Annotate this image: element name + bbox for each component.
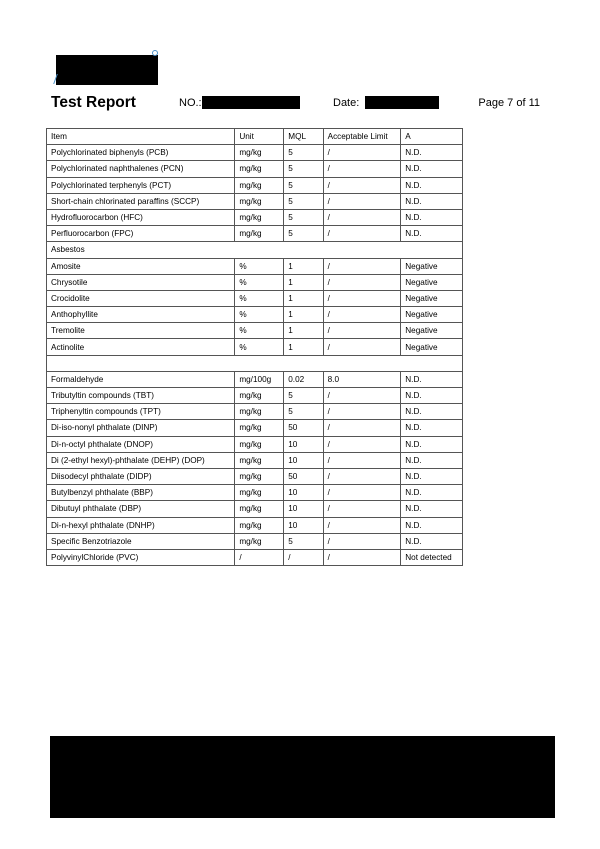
table-header-row — [47, 129, 463, 145]
cell-limit: / — [323, 485, 401, 501]
cell-mql: 50 — [284, 420, 323, 436]
cell-limit: / — [323, 209, 401, 225]
cell-result: Negative — [401, 258, 463, 274]
cell-result: N.D. — [401, 193, 463, 209]
table-section-row — [47, 242, 463, 258]
cell-result: N.D. — [401, 371, 463, 387]
cell-mql: 1 — [284, 258, 323, 274]
cell-item: Polychlorinated terphenyls (PCT) — [47, 177, 235, 193]
cell-item: Polychlorinated naphthalenes (PCN) — [47, 161, 235, 177]
table-row — [47, 274, 463, 290]
cell-result: N.D. — [401, 388, 463, 404]
cell-result: Negative — [401, 290, 463, 306]
report-header — [51, 94, 551, 114]
cell-item: Tributyltin compounds (TBT) — [47, 388, 235, 404]
cell-limit: / — [323, 339, 401, 355]
table-row — [47, 549, 463, 565]
cell-limit: / — [323, 501, 401, 517]
cell-result: N.D. — [401, 209, 463, 225]
cell-item: Di-n-hexyl phthalate (DNHP) — [47, 517, 235, 533]
column-header-item: Item — [47, 129, 235, 145]
cell-item: Hydrofluorocarbon (HFC) — [47, 209, 235, 225]
cell-mql: 50 — [284, 468, 323, 484]
cell-unit: % — [235, 290, 284, 306]
table-row — [47, 323, 463, 339]
cell-limit: / — [323, 468, 401, 484]
results-table — [46, 128, 463, 566]
cell-result: N.D. — [401, 485, 463, 501]
cell-result: N.D. — [401, 452, 463, 468]
cell-limit: / — [323, 307, 401, 323]
cell-unit: mg/kg — [235, 226, 284, 242]
cell-item: Short-chain chlorinated paraffins (SCCP) — [47, 193, 235, 209]
company-logo-redacted — [56, 55, 158, 85]
cell-result: N.D. — [401, 161, 463, 177]
cell-limit: / — [323, 145, 401, 161]
section-label: Asbestos — [47, 242, 463, 258]
cell-result: N.D. — [401, 404, 463, 420]
cell-result: N.D. — [401, 145, 463, 161]
cell-unit: mg/kg — [235, 388, 284, 404]
cell-limit: 8.0 — [323, 371, 401, 387]
cell-mql: 1 — [284, 339, 323, 355]
table-row — [47, 177, 463, 193]
cell-mql: 10 — [284, 501, 323, 517]
cell-mql: 5 — [284, 388, 323, 404]
cell-result: N.D. — [401, 177, 463, 193]
cell-limit: / — [323, 533, 401, 549]
cell-limit: / — [323, 177, 401, 193]
cell-item: Di-n-octyl phthalate (DNOP) — [47, 436, 235, 452]
report-title: Test Report — [51, 94, 136, 111]
table-row — [47, 290, 463, 306]
cell-limit: / — [323, 420, 401, 436]
column-header-mql: MQL — [284, 129, 323, 145]
cell-limit: / — [323, 226, 401, 242]
cell-limit: / — [323, 161, 401, 177]
table-row — [47, 371, 463, 387]
footer-redacted — [50, 736, 555, 818]
cell-item: Tremolite — [47, 323, 235, 339]
cell-mql: 5 — [284, 533, 323, 549]
table-row — [47, 388, 463, 404]
cell-result: N.D. — [401, 468, 463, 484]
cell-limit: / — [323, 549, 401, 565]
table-row — [47, 404, 463, 420]
cell-item: Chrysotile — [47, 274, 235, 290]
cell-item: Diisodecyl phthalate (DIDP) — [47, 468, 235, 484]
table-section-row — [47, 355, 463, 371]
cell-result: N.D. — [401, 501, 463, 517]
cell-unit: % — [235, 307, 284, 323]
table-row — [47, 468, 463, 484]
cell-unit: mg/kg — [235, 533, 284, 549]
results-table-body — [47, 145, 463, 566]
cell-result: N.D. — [401, 533, 463, 549]
cell-limit: / — [323, 193, 401, 209]
cell-limit: / — [323, 517, 401, 533]
table-row — [47, 485, 463, 501]
cell-mql: 0.02 — [284, 371, 323, 387]
cell-mql: 10 — [284, 485, 323, 501]
cell-unit: mg/kg — [235, 517, 284, 533]
cell-unit: mg/kg — [235, 452, 284, 468]
table-row — [47, 452, 463, 468]
table-row — [47, 339, 463, 355]
cell-item: Amosite — [47, 258, 235, 274]
cell-item: Triphenyltin compounds (TPT) — [47, 404, 235, 420]
cell-unit: mg/kg — [235, 209, 284, 225]
cell-item: Polychlorinated biphenyls (PCB) — [47, 145, 235, 161]
cell-unit: mg/kg — [235, 485, 284, 501]
cell-item: Perfluorocarbon (FPC) — [47, 226, 235, 242]
cell-item: Dibutuyl phthalate (DBP) — [47, 501, 235, 517]
logo-mark-icon — [152, 50, 158, 56]
cell-mql: 5 — [284, 145, 323, 161]
cell-unit: mg/kg — [235, 501, 284, 517]
column-header-limit: Acceptable Limit — [323, 129, 401, 145]
cell-unit: mg/kg — [235, 404, 284, 420]
cell-mql: 5 — [284, 226, 323, 242]
cell-unit: mg/100g — [235, 371, 284, 387]
table-row — [47, 501, 463, 517]
cell-result: Negative — [401, 274, 463, 290]
cell-unit: % — [235, 323, 284, 339]
table-row — [47, 436, 463, 452]
cell-unit: mg/kg — [235, 177, 284, 193]
report-number-redacted — [202, 96, 300, 109]
cell-mql: 5 — [284, 161, 323, 177]
cell-unit: % — [235, 339, 284, 355]
cell-limit: / — [323, 323, 401, 339]
cell-limit: / — [323, 452, 401, 468]
cell-result: Negative — [401, 323, 463, 339]
cell-result: N.D. — [401, 436, 463, 452]
table-row — [47, 226, 463, 242]
cell-unit: / — [235, 549, 284, 565]
cell-mql: 10 — [284, 452, 323, 468]
cell-result: N.D. — [401, 420, 463, 436]
table-row — [47, 161, 463, 177]
table-row — [47, 420, 463, 436]
cell-result: Negative — [401, 307, 463, 323]
cell-item: Anthophyllite — [47, 307, 235, 323]
cell-unit: mg/kg — [235, 468, 284, 484]
cell-mql: 5 — [284, 177, 323, 193]
cell-mql: / — [284, 549, 323, 565]
cell-limit: / — [323, 436, 401, 452]
cell-mql: 1 — [284, 323, 323, 339]
cell-mql: 1 — [284, 307, 323, 323]
cell-unit: mg/kg — [235, 420, 284, 436]
cell-limit: / — [323, 258, 401, 274]
cell-unit: mg/kg — [235, 145, 284, 161]
cell-mql: 5 — [284, 404, 323, 420]
cell-unit: mg/kg — [235, 436, 284, 452]
cell-item: Specific Benzotriazole — [47, 533, 235, 549]
cell-mql: 10 — [284, 436, 323, 452]
cell-mql: 1 — [284, 290, 323, 306]
table-row — [47, 258, 463, 274]
cell-item: PolyvinylChloride (PVC) — [47, 549, 235, 565]
cell-item: Formaldehyde — [47, 371, 235, 387]
cell-item: Di-iso-nonyl phthalate (DINP) — [47, 420, 235, 436]
cell-limit: / — [323, 290, 401, 306]
cell-mql: 5 — [284, 193, 323, 209]
cell-unit: mg/kg — [235, 193, 284, 209]
table-row — [47, 145, 463, 161]
cell-limit: / — [323, 404, 401, 420]
cell-result: Negative — [401, 339, 463, 355]
cell-result: Not detected — [401, 549, 463, 565]
column-header-unit: Unit — [235, 129, 284, 145]
page-number: Page 7 of 11 — [478, 97, 540, 109]
table-row — [47, 307, 463, 323]
cell-item: Butylbenzyl phthalate (BBP) — [47, 485, 235, 501]
cell-result: N.D. — [401, 517, 463, 533]
cell-mql: 10 — [284, 517, 323, 533]
cell-limit: / — [323, 274, 401, 290]
cell-result: N.D. — [401, 226, 463, 242]
cell-item: Actinolite — [47, 339, 235, 355]
cell-mql: 1 — [284, 274, 323, 290]
table-row — [47, 193, 463, 209]
section-label — [47, 355, 463, 371]
cell-unit: mg/kg — [235, 161, 284, 177]
cell-item: Di (2-ethyl hexyl)-phthalate (DEHP) (DOP) — [47, 452, 235, 468]
column-header-result: A — [401, 129, 463, 145]
table-row — [47, 517, 463, 533]
table-row — [47, 533, 463, 549]
report-number-label: NO.: — [179, 97, 202, 109]
report-date-redacted — [365, 96, 439, 109]
cell-unit: % — [235, 258, 284, 274]
cell-unit: % — [235, 274, 284, 290]
report-date-label: Date: — [333, 97, 360, 109]
table-row — [47, 209, 463, 225]
cell-limit: / — [323, 388, 401, 404]
cell-item: Crocidolite — [47, 290, 235, 306]
cell-mql: 5 — [284, 209, 323, 225]
